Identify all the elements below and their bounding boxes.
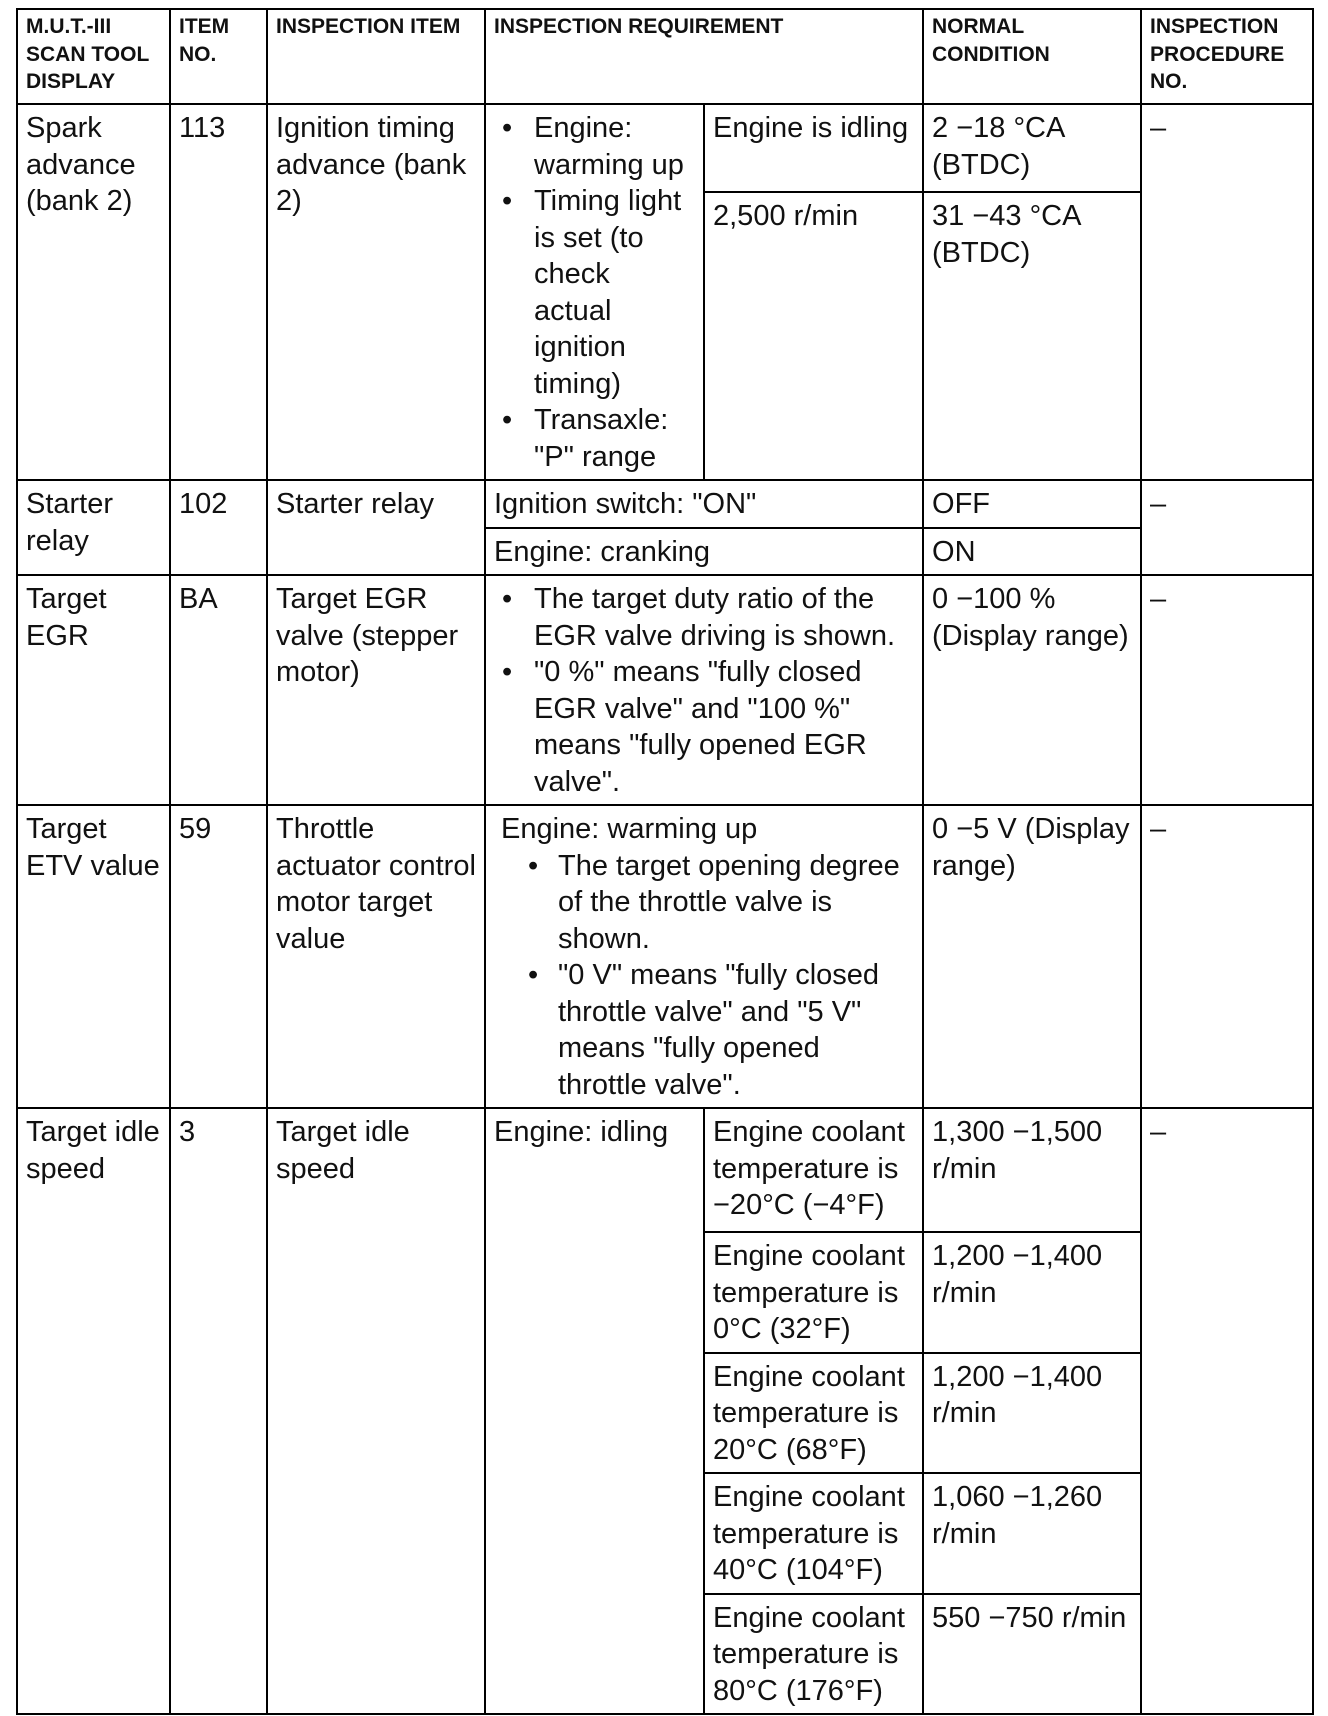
normal-condition-cell: 1,200 −1,400 r/min (923, 1353, 1141, 1474)
inspection-item-cell: Ignition timing advance (bank 2) (267, 104, 485, 480)
table-row (17, 1108, 1313, 1232)
list-item: • "0 %" means "fully closed EGR valve" and "100 %" means "fully opened EGR valve". (494, 654, 914, 800)
condition-cell: Engine coolant temperature is 80°C (176°F) (704, 1594, 923, 1715)
condition-cell: Engine coolant temperature is −20°C (−4°F) (704, 1108, 923, 1232)
normal-condition-cell: 0 −100 % (Display range) (923, 575, 1141, 805)
inspection-table-container (16, 8, 1314, 1715)
inspection-item-cell: Target idle speed (267, 1108, 485, 1714)
normal-condition-cell: 1,060 −1,260 r/min (923, 1473, 1141, 1594)
procedure-cell: – (1141, 104, 1313, 480)
requirement-cell (485, 575, 923, 805)
normal-condition-cell: 550 −750 r/min (923, 1594, 1141, 1715)
display-cell: Target ETV value (17, 805, 170, 1108)
condition-cell: Engine is idling (704, 104, 923, 192)
item-no-cell: 3 (170, 1108, 267, 1714)
table-row (17, 575, 1313, 805)
header-procedure-no: INSPECTION PROCEDURE NO. (1141, 9, 1313, 104)
header-inspection-requirement: INSPECTION REQUIREMENT (485, 9, 923, 104)
header-inspection-item: INSPECTION ITEM (267, 9, 485, 104)
requirement-list (494, 848, 914, 1104)
inspection-item-cell: Starter relay (267, 480, 485, 575)
procedure-cell: – (1141, 805, 1313, 1108)
item-no-cell: BA (170, 575, 267, 805)
normal-condition-cell: OFF (923, 480, 1141, 528)
display-cell: Target idle speed (17, 1108, 170, 1714)
normal-condition-cell: 1,200 −1,400 r/min (923, 1232, 1141, 1353)
normal-condition-cell: ON (923, 528, 1141, 576)
item-no-cell: 59 (170, 805, 267, 1108)
normal-condition-cell: 31 −43 °CA (BTDC) (923, 192, 1141, 480)
table-row (17, 805, 1313, 1108)
condition-cell: Engine coolant temperature is 40°C (104°F) (704, 1473, 923, 1594)
list-item: • The target duty ratio of the EGR valve driving is shown. (494, 581, 914, 654)
inspection-table (16, 8, 1314, 1715)
item-no-cell: 102 (170, 480, 267, 575)
requirement-cell (485, 104, 704, 480)
normal-condition-cell: 2 −18 °CA (BTDC) (923, 104, 1141, 192)
requirement-list (494, 110, 695, 475)
table-row (17, 480, 1313, 528)
list-item: • "0 V" means "fully closed throttle valve" and "5 V" means "fully opened throttle valve". (494, 957, 914, 1103)
header-item-no: ITEM NO. (170, 9, 267, 104)
normal-condition-cell: 0 −5 V (Display range) (923, 805, 1141, 1108)
list-item: • Engine: warming up (494, 110, 695, 183)
table-row (17, 104, 1313, 192)
requirement-heading: Engine: warming up (501, 813, 758, 845)
normal-condition-cell: 1,300 −1,500 r/min (923, 1108, 1141, 1232)
list-item: • Timing light is set (to check actual ignition timing) (494, 183, 695, 402)
display-cell: Target EGR (17, 575, 170, 805)
procedure-cell: – (1141, 480, 1313, 575)
requirement-cell: Ignition switch: "ON" (485, 480, 923, 528)
requirement-cell: Engine: cranking (485, 528, 923, 576)
header-row (17, 9, 1313, 104)
condition-cell: Engine coolant temperature is 0°C (32°F) (704, 1232, 923, 1353)
header-normal-condition: NORMAL CONDITION (923, 9, 1141, 104)
procedure-cell: – (1141, 1108, 1313, 1714)
inspection-item-cell: Target EGR valve (stepper motor) (267, 575, 485, 805)
list-item: • Transaxle: "P" range (494, 402, 695, 475)
condition-cell: 2,500 r/min (704, 192, 923, 480)
requirement-list (494, 581, 914, 800)
display-cell: Spark advance (bank 2) (17, 104, 170, 480)
item-no-cell: 113 (170, 104, 267, 480)
list-item: • The target opening degree of the throttle valve is shown. (494, 848, 914, 958)
requirement-cell: Engine: idling (485, 1108, 704, 1714)
display-cell: Starter relay (17, 480, 170, 575)
inspection-item-cell: Throttle actuator control motor target value (267, 805, 485, 1108)
condition-cell: Engine coolant temperature is 20°C (68°F) (704, 1353, 923, 1474)
header-display: M.U.T.-III SCAN TOOL DISPLAY (17, 9, 170, 104)
requirement-cell (485, 805, 923, 1108)
procedure-cell: – (1141, 575, 1313, 805)
